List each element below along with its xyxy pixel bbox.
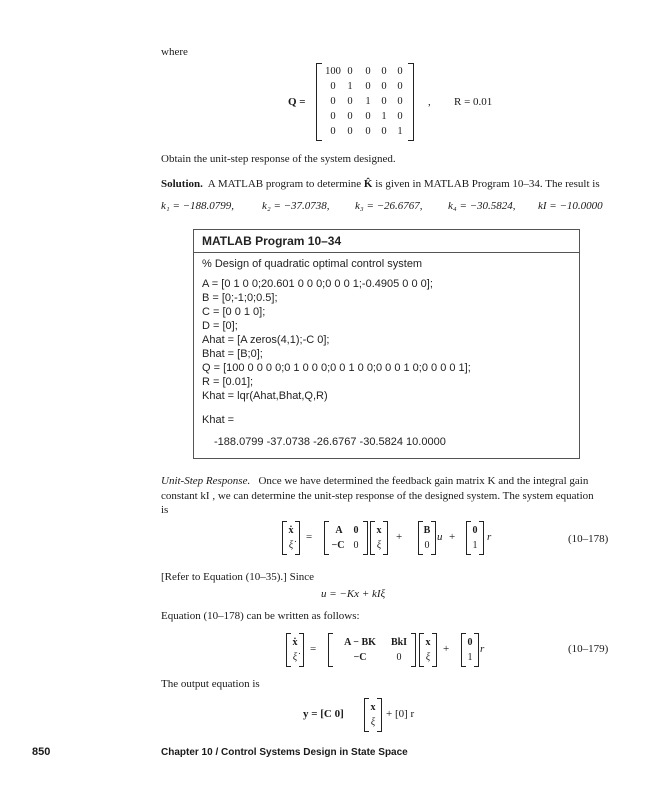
program-title: MATLAB Program 10–34 xyxy=(202,234,342,248)
eq179-r: r xyxy=(480,643,485,655)
eq179-a-cell: −C xyxy=(353,652,367,663)
unit-step-heading: Unit-Step Response. xyxy=(161,475,251,487)
q-matrix-cell: 0 xyxy=(347,126,353,137)
code-line: Q = [100 0 0 0 0;0 1 0 0 0;0 0 1 0 0;0 0 0 1 0;0 0 0 0 1]; xyxy=(202,362,471,374)
solution-text-after: is given in MATLAB Program 10–34. The result is xyxy=(372,178,600,190)
q-matrix-cell: 0 xyxy=(381,66,387,77)
eq179-state-bracket xyxy=(419,633,437,667)
q-matrix-cell: 0 xyxy=(397,81,403,92)
eq179-lhs-xi: ξ̇ xyxy=(292,652,298,663)
eq178-b-cell: B xyxy=(423,525,431,536)
q-matrix-cell: 1 xyxy=(397,126,403,137)
eq179-equals: = xyxy=(310,643,317,655)
eq179-a-matrix xyxy=(328,633,416,667)
eq178-b-cell: 0 xyxy=(424,540,430,551)
code-line: D = [0]; xyxy=(202,320,238,332)
eq179-a-cell: A − BK xyxy=(344,637,376,648)
program-title-bar xyxy=(194,230,579,253)
eq179-a-cell: BkI xyxy=(390,637,408,648)
q-matrix-cell: 1 xyxy=(381,111,387,122)
unit-step-line2: constant kI , we can determine the unit-step response of the designed system. The system equation xyxy=(161,489,594,502)
y-state-x: x xyxy=(370,702,376,713)
q-matrix-cell: 0 xyxy=(365,111,371,122)
r-value: R = 0.01 xyxy=(454,96,493,108)
code-line: % Design of quadratic optimal control system xyxy=(202,258,423,270)
code-line: B = [0;-1;0;0.5]; xyxy=(202,292,278,304)
eq179-a-cell: 0 xyxy=(396,652,402,663)
q-matrix-cell: 0 xyxy=(347,96,353,107)
gain-k1: k₁ = −188.0799, xyxy=(161,200,235,212)
eq-written-text: Equation (10–178) can be written as follows: xyxy=(161,610,360,622)
q-matrix-cell: 0 xyxy=(330,111,336,122)
solution-text-before: A MATLAB program to determine xyxy=(207,178,364,190)
eq179-lhs-x: ẋ xyxy=(292,637,298,648)
q-matrix-cell: 0 xyxy=(381,96,387,107)
khat-symbol: K̂ xyxy=(363,178,373,190)
code-line: C = [0 0 1 0]; xyxy=(202,306,266,318)
eq179-c-cell: 0 xyxy=(467,637,473,648)
eq178-equals: = xyxy=(306,531,313,543)
eq178-c-matrix xyxy=(466,521,484,555)
eq178-c-cell: 1 xyxy=(472,540,478,551)
eq178-b-matrix xyxy=(418,521,436,555)
eq179-state-x: x xyxy=(425,637,431,648)
q-matrix-cell: 0 xyxy=(397,111,403,122)
q-matrix-cell: 0 xyxy=(347,66,353,77)
code-line: Bhat = [B;0]; xyxy=(202,348,263,360)
eq178-lhs-xi: ξ̇ xyxy=(288,540,294,551)
unit-step-paragraph xyxy=(161,474,613,518)
q-matrix xyxy=(316,63,414,141)
matlab-program-box xyxy=(193,229,580,459)
eq179-c-matrix xyxy=(461,633,479,667)
y-equation-rhs: + [0] r xyxy=(386,708,415,720)
eq178-plus2: + xyxy=(449,531,456,543)
eq178-a-cell: 0 xyxy=(353,525,359,536)
code-line: A = [0 1 0 0;20.601 0 0 0;0 0 0 1;-0.4905 0 0 0]; xyxy=(202,278,433,290)
refer-text: [Refer to Equation (10–35).] Since xyxy=(161,571,315,583)
q-matrix-cell: 0 xyxy=(330,81,336,92)
eq178-state-bracket xyxy=(370,521,388,555)
q-matrix-cell: 1 xyxy=(347,81,353,92)
solution-line xyxy=(161,177,600,191)
page-number: 850 xyxy=(32,746,51,758)
eq178-lhs-x: ẋ xyxy=(288,525,294,536)
where-label: where xyxy=(161,46,188,58)
q-matrix-cell: 0 xyxy=(381,126,387,137)
q-matrix-cell: 0 xyxy=(365,81,371,92)
unit-step-line3: is xyxy=(161,504,169,516)
q-matrix-cell: 0 xyxy=(397,66,403,77)
eq178-a-matrix xyxy=(324,521,368,555)
q-matrix-cell: 0 xyxy=(330,96,336,107)
code-line: R = [0.01]; xyxy=(202,376,254,388)
eq178-state-x: x xyxy=(376,525,382,536)
eq178-u: u xyxy=(437,531,443,543)
u-equation: u = −Kx + kIξ xyxy=(321,588,386,600)
chapter-footer: Chapter 10 / Control Systems Design in State Space xyxy=(161,747,408,758)
obtain-text: Obtain the unit-step response of the system designed. xyxy=(161,153,396,165)
eq178-a-cell: −C xyxy=(331,540,345,551)
solution-label: Solution. xyxy=(161,178,203,190)
q-matrix-cell: 1 xyxy=(365,96,371,107)
eq179-c-cell: 1 xyxy=(467,652,473,663)
unit-step-line1: Once we have determined the feedback gain matrix K and the integral gain xyxy=(258,475,589,487)
q-matrix-cell: 0 xyxy=(381,81,387,92)
code-line: Ahat = [A zeros(4,1);-C 0]; xyxy=(202,334,330,346)
eq179-plus: + xyxy=(443,643,450,655)
eq178-plus1: + xyxy=(396,531,403,543)
eq179-number: (10–179) xyxy=(568,643,609,655)
gain-ki: kI = −10.0000 xyxy=(538,200,603,212)
gain-k2: k₂ = −37.0738, xyxy=(262,200,330,212)
output-values: -188.0799 -37.0738 -26.6767 -30.5824 10.0000 xyxy=(214,436,446,448)
eq178-a-cell: A xyxy=(335,525,343,536)
q-matrix-cell: 0 xyxy=(365,126,371,137)
eq178-c-cell: 0 xyxy=(472,525,478,536)
y-equation-lhs: y = [C 0] xyxy=(303,708,344,720)
code-line: Khat = lqr(Ahat,Bhat,Q,R) xyxy=(202,390,328,402)
eq178-number: (10–178) xyxy=(568,533,609,545)
eq178-lhs-bracket xyxy=(282,521,300,555)
eq178-a-cell: 0 xyxy=(353,540,359,551)
output-eq-text: The output equation is xyxy=(161,678,260,690)
output-label: Khat = xyxy=(202,414,235,426)
eq179-state-xi: ξ xyxy=(425,652,431,663)
y-equation-state xyxy=(364,698,382,732)
q-matrix-cell: 0 xyxy=(365,66,371,77)
q-matrix-cell: 0 xyxy=(347,111,353,122)
q-matrix-cell: 0 xyxy=(397,96,403,107)
gain-k3: k₃ = −26.6767, xyxy=(355,200,423,212)
q-matrix-label: Q = xyxy=(288,96,306,108)
y-state-xi: ξ xyxy=(370,717,376,728)
q-matrix-cell: 100 xyxy=(325,66,341,77)
q-matrix-cell: 0 xyxy=(330,126,336,137)
eq179-lhs-bracket xyxy=(286,633,304,667)
eq178-state-xi: ξ xyxy=(376,540,382,551)
eq178-r: r xyxy=(487,531,492,543)
q-matrix-comma: , xyxy=(428,96,431,108)
gain-k4: k₄ = −30.5824, xyxy=(448,200,516,212)
